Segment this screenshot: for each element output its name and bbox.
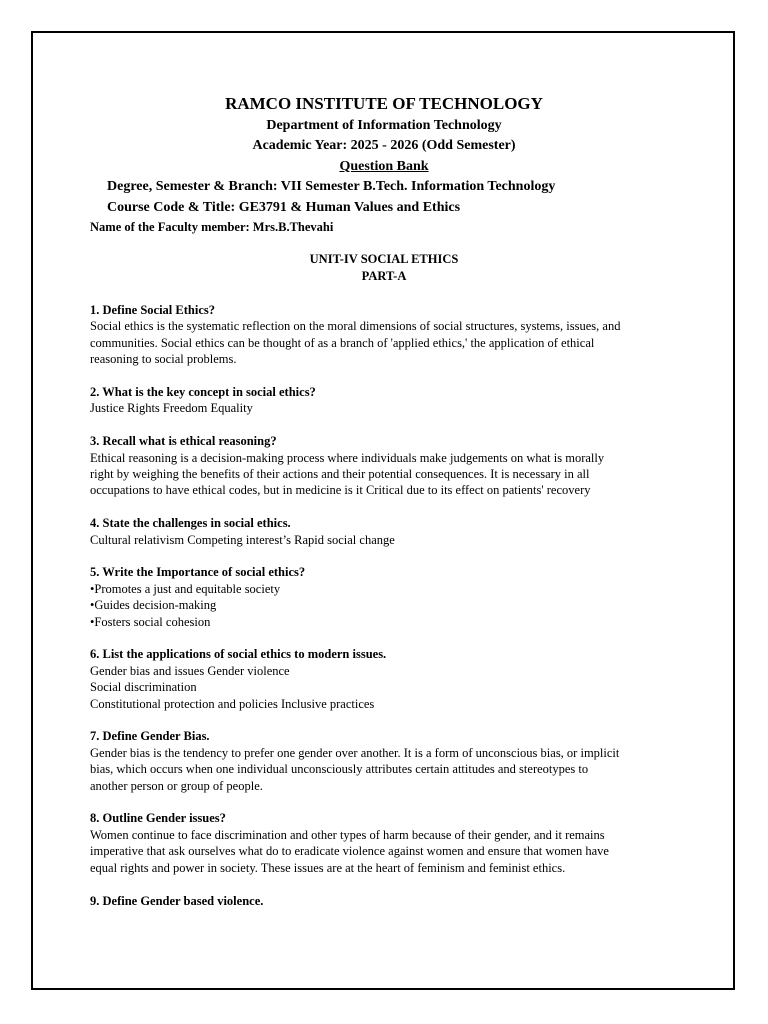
question-title: 8. Outline Gender issues? (90, 811, 226, 826)
answer-line: •Guides decision-making (90, 598, 217, 613)
question-title: 3. Recall what is ethical reasoning? (90, 434, 277, 449)
department-heading: Department of Information Technology (266, 118, 502, 133)
question-title: 5. Write the Importance of social ethics? (90, 565, 306, 580)
question-item (90, 810, 690, 876)
question-item (90, 433, 690, 499)
question-item (90, 384, 690, 417)
answer-line: communities. Social ethics can be thought of as a branch of 'applied ethics,' the application of ethical (90, 335, 595, 350)
part-title: PART-A (361, 269, 407, 283)
question-title: 9. Define Gender based violence. (90, 893, 264, 908)
question-item (90, 893, 690, 909)
answer-line: Ethical reasoning is a decision-making process where individuals make judgements on what is morally (90, 450, 605, 465)
answer-line: Gender bias and issues Gender violence (90, 663, 290, 678)
unit-title: UNIT-IV SOCIAL ETHICS (309, 252, 459, 266)
institute-title: RAMCO INSTITUTE OF TECHNOLOGY (225, 94, 543, 113)
question-item (90, 728, 690, 794)
question-title: 1. Define Social Ethics? (90, 303, 215, 317)
question-item (90, 564, 690, 630)
answer-line: •Fosters social cohesion (90, 614, 211, 629)
answer-line: Cultural relativism Competing interest’s Rapid social change (90, 532, 395, 547)
answer-line: Justice Rights Freedom Equality (90, 401, 253, 416)
answer-line: bias, which occurs when one individual unconsciously attributes certain attitudes and stereotypes to (90, 762, 589, 777)
question-title: 7. Define Gender Bias. (90, 729, 210, 744)
question-title: 4. State the challenges in social ethics. (90, 516, 291, 531)
answer-line: Constitutional protection and policies Inclusive practices (90, 696, 375, 711)
answer-line: imperative that ask ourselves what do to eradicate violence against women and ensure that women have (90, 844, 609, 859)
question-item (90, 302, 690, 368)
answer-line: •Promotes a just and equitable society (90, 581, 281, 596)
question-list (90, 302, 690, 925)
degree-line: Degree, Semester & Branch: VII Semester B.Tech. Information Technology (107, 179, 556, 194)
question-title: 6. List the applications of social ethics to modern issues. (90, 647, 387, 662)
answer-line: Gender bias is the tendency to prefer one gender over another. It is a form of unconscious bias, or implicit (90, 745, 620, 760)
answer-line: right by weighing the benefits of their actions and their potential consequences. It is necessary in all (90, 467, 590, 482)
academic-year: Academic Year: 2025 - 2026 (Odd Semester) (252, 138, 516, 153)
document-type: Question Bank (339, 159, 429, 174)
answer-line: equal rights and power in society. These issues are at the heart of feminism and feminist ethics. (90, 860, 566, 875)
question-item (90, 515, 690, 548)
answer-line: another person or group of people. (90, 778, 263, 793)
answer-line: occupations to have ethical codes, but in medicine is it Critical due to its effect on patients' recovery (90, 483, 591, 498)
answer-line: Women continue to face discrimination and other types of harm because of their gender, and it remains (90, 827, 605, 842)
answer-line: Social ethics is the systematic reflection on the moral dimensions of social structures, systems, issues, and (90, 319, 621, 334)
question-item (90, 646, 690, 712)
answer-line: Social discrimination (90, 680, 197, 695)
course-line: Course Code & Title: GE3791 & Human Values and Ethics (107, 200, 461, 215)
answer-line: reasoning to social problems. (90, 352, 237, 367)
question-title: 2. What is the key concept in social ethics? (90, 385, 316, 400)
faculty-line: Name of the Faculty member: Mrs.B.Thevahi (90, 220, 334, 234)
